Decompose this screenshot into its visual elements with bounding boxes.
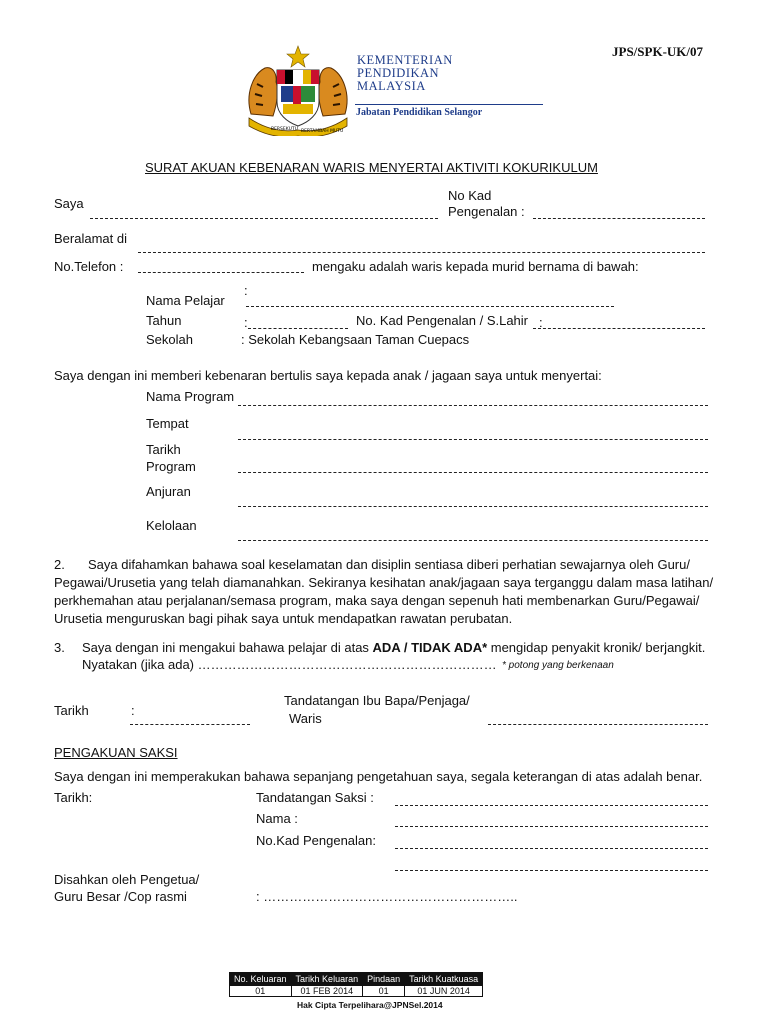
crest-logo — [243, 44, 353, 136]
value-sekolah: : Sekolah Kebangsaan Taman Cuepacs — [241, 332, 470, 347]
colon-nama-pelajar: : — [244, 283, 248, 298]
field-nama-program[interactable] — [238, 405, 708, 406]
witness-statement: Saya dengan ini memperakukan bahawa sepanjang pengetahuan saya, segala keterangan di atas adalah benar. — [54, 769, 703, 784]
field-witness-extra[interactable] — [395, 870, 708, 871]
field-kelolaan[interactable] — [238, 540, 708, 541]
footer-value-cell: 01 FEB 2014 — [291, 986, 363, 997]
label-disahkan-1: Disahkan oleh Pengetua/ — [54, 872, 200, 887]
field-tahun[interactable] — [248, 328, 348, 329]
clause-3-line — [82, 640, 705, 655]
label-tarikh-sign: Tarikh — [54, 703, 89, 718]
footer-version-table — [229, 972, 483, 997]
crest-motto-left: BERSEKUTU — [271, 127, 298, 132]
clause-3-emphasis: ADA / TIDAK ADA* — [372, 640, 488, 655]
clause-2-text: Saya difahamkan bahawa soal keselamatan dan disiplin sentiasa diberi perhatian sewajarnya oleh Guru/ Pegawai/Urusetia yang telah diamanahkan. Sekiranya kesihatan anak/jagaan saya terganggu dalam masa latihan/ perkhemahan atau perjalanan/semasa program, maka saya dengan sepenuh hati membenarkan Guru/Pegawai/ Urusetia menguruskan bagi pihak saya untuk mendapatkan rawatan perubatan. — [54, 557, 714, 626]
field-nama-pelajar[interactable] — [246, 306, 614, 307]
field-tandatangan-waris[interactable] — [488, 724, 708, 725]
label-tahun: Tahun — [146, 313, 182, 328]
field-tempat[interactable] — [238, 439, 708, 440]
clause-3-footnote: * potong yang berkenaan — [502, 660, 614, 671]
label-witness-tandatangan: Tandatangan Saksi : — [256, 790, 374, 805]
department-name: Jabatan Pendidikan Selangor — [356, 107, 483, 118]
footer-header-row — [230, 973, 483, 986]
form-title: SURAT AKUAN KEBENARAN WARIS MENYERTAI AKTIVITI KOKURIKULUM — [145, 160, 598, 175]
field-witness-ic[interactable] — [395, 848, 708, 849]
field-tarikh-sign[interactable] — [130, 724, 250, 725]
field-parent-name[interactable] — [90, 218, 438, 219]
label-kelolaan: Kelolaan — [146, 518, 197, 533]
header-rule — [355, 104, 543, 105]
colon-ic-pelajar: : — [539, 315, 543, 330]
field-witness-nama[interactable] — [395, 826, 708, 827]
label-telefon: No.Telefon : — [54, 259, 124, 274]
field-ic-pelajar[interactable] — [533, 328, 705, 329]
ministry-name-line2: PENDIDIKAN — [357, 66, 440, 80]
footer-value-row — [230, 986, 483, 997]
footer-header-cell: Tarikh Keluaran — [291, 973, 363, 986]
ministry-name-line3: MALAYSIA — [357, 79, 426, 93]
clause-3-nyatakan[interactable]: Nyatakan (jika ada) …………………………………………………………… — [82, 657, 497, 672]
clause-3-text-before: Saya dengan ini mengakui bahawa pelajar di atas — [82, 640, 373, 655]
clause-2-number: 2. — [54, 557, 65, 572]
label-tempat: Tempat — [146, 416, 189, 431]
label-tandatangan-2: Waris — [289, 711, 322, 726]
malaysia-crest-icon — [243, 44, 353, 136]
clause-3-number: 3. — [54, 640, 65, 655]
footer-copyright: Hak Cipta Terpelihara@JPNSel.2014 — [297, 1000, 443, 1010]
colon-tahun: : — [244, 315, 248, 330]
label-ic-pelajar: No. Kad Pengenalan / S.Lahir — [356, 313, 529, 328]
label-witness-tarikh: Tarikh: — [54, 790, 93, 805]
footer-header-cell: Tarikh Kuatkuasa — [405, 973, 483, 986]
label-witness-nama: Nama : — [256, 811, 298, 826]
footer-value-cell: 01 — [363, 986, 405, 997]
witness-heading: PENGAKUAN SAKSI — [54, 745, 178, 760]
label-no-kad-1: No Kad — [448, 188, 492, 203]
footer-value-cell: 01 — [230, 986, 292, 997]
field-witness-tandatangan[interactable] — [395, 805, 708, 806]
footer-value-cell: 01 JUN 2014 — [405, 986, 483, 997]
field-parent-ic[interactable] — [533, 218, 705, 219]
label-tarikh-program-1: Tarikh — [146, 442, 181, 457]
clause-2 — [54, 556, 714, 628]
label-nama-pelajar: Nama Pelajar — [146, 293, 225, 308]
footer-header-cell: No. Keluaran — [230, 973, 292, 986]
field-anjuran[interactable] — [238, 506, 708, 507]
field-address[interactable] — [138, 252, 705, 253]
label-no-kad-2: Pengenalan : — [448, 204, 525, 219]
label-anjuran: Anjuran — [146, 484, 191, 499]
label-tarikh-program-2: Program — [146, 459, 196, 474]
document-code: JPS/SPK-UK/07 — [612, 44, 704, 59]
field-cop-rasmi[interactable]: : ………………………………………………….. — [256, 889, 518, 904]
field-tarikh-program[interactable] — [238, 472, 708, 473]
label-sekolah: Sekolah — [146, 332, 193, 347]
permission-intro: Saya dengan ini memberi kebenaran bertulis saya kepada anak / jagaan saya untuk menyertai: — [54, 368, 602, 383]
label-witness-ic: No.Kad Pengenalan: — [256, 833, 376, 848]
label-tandatangan-1: Tandatangan Ibu Bapa/Penjaga/ — [284, 693, 470, 708]
field-telefon[interactable] — [138, 272, 304, 273]
colon-tarikh-sign: : — [131, 703, 135, 718]
label-nama-program: Nama Program — [146, 389, 235, 404]
clause-3-text-after: mengidap penyakit kronik/ berjangkit. — [487, 640, 706, 655]
label-beralamat: Beralamat di — [54, 231, 127, 246]
crest-motto-right: BERTAMBAH MUTU — [301, 129, 344, 134]
label-saya: Saya — [54, 196, 84, 211]
ministry-name-line1: KEMENTERIAN — [357, 53, 453, 67]
text-mengaku: mengaku adalah waris kepada murid bernama di bawah: — [312, 259, 639, 274]
label-disahkan-2: Guru Besar /Cop rasmi — [54, 889, 187, 904]
footer-header-cell: Pindaan — [363, 973, 405, 986]
